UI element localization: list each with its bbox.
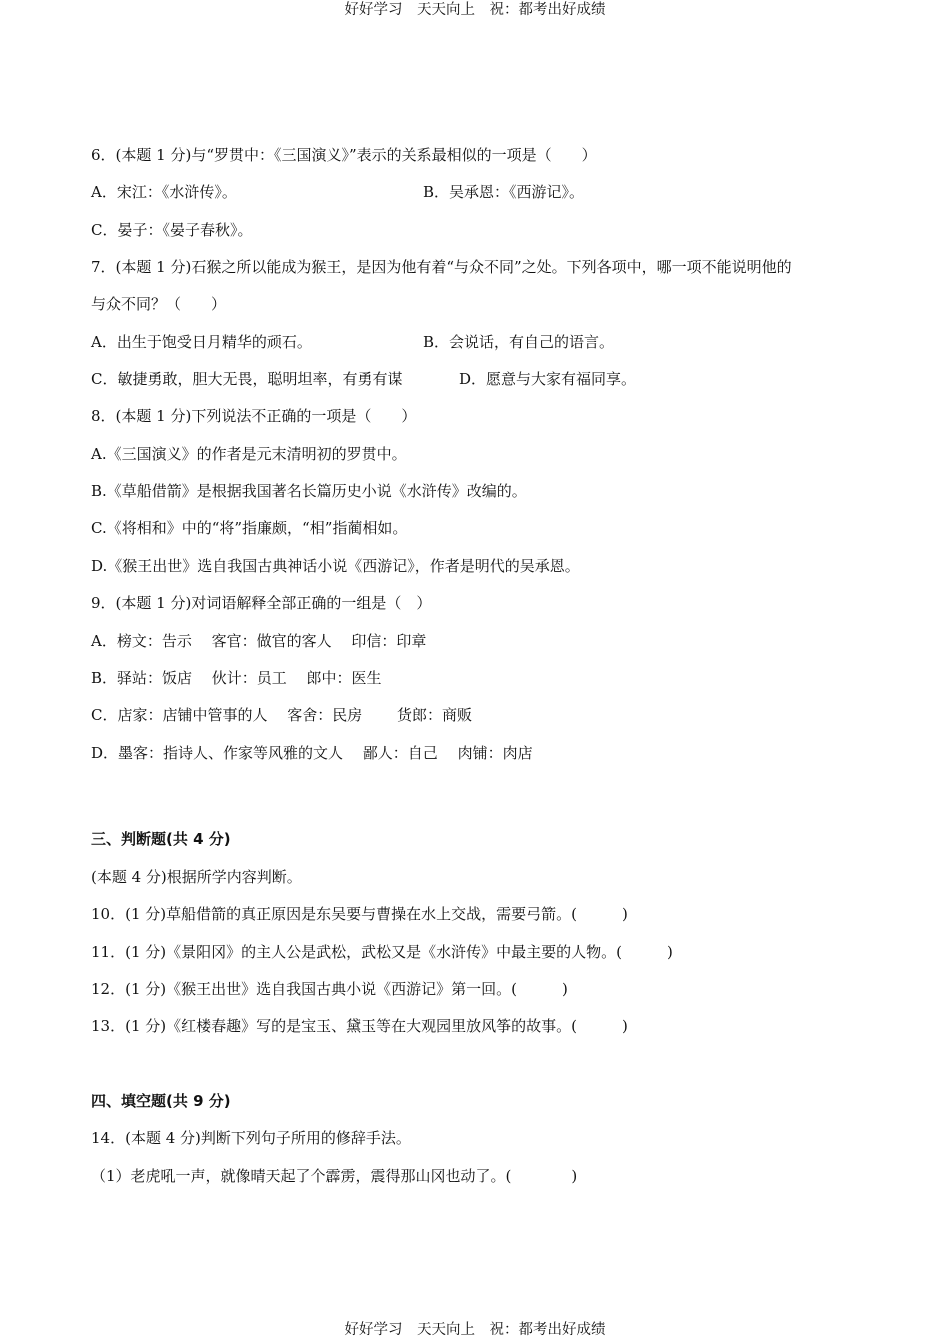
question-7-option-c: C．敏捷勇敢，胆大无畏，聪明坦率，有勇有谋 — [91, 370, 403, 388]
question-14-item-1: （1）老虎吼一声，就像晴天起了个霹雳，震得那山冈也动了。( ) — [91, 1167, 578, 1185]
question-7-option-b: B．会说话，有自己的语言。 — [423, 333, 615, 351]
question-11: 11．(1 分)《景阳冈》的主人公是武松，武松又是《水浒传》中最主要的人物。( ) — [91, 943, 673, 961]
question-14-stem: 14．(本题 4 分)判断下列句子所用的修辞手法。 — [91, 1129, 411, 1147]
question-8-stem: 8．(本题 1 分)下列说法不正确的一项是（ ） — [91, 407, 417, 425]
section-4-title: 四、填空题(共 9 分) — [91, 1092, 231, 1110]
question-13: 13．(1 分)《红楼春趣》写的是宝玉、黛玉等在大观园里放风筝的故事。( ) — [91, 1017, 628, 1035]
question-8-option-a: A.《三国演义》的作者是元末清明初的罗贯中。 — [91, 445, 407, 463]
page-footer: 好好学习 天天向上 祝：都考出好成绩 — [344, 1322, 606, 1338]
question-7-option-d: D．愿意与大家有福同享。 — [459, 370, 637, 388]
question-9-option-c: C．店家：店铺中管事的人 客舍：民房 货郎：商贩 — [91, 706, 473, 724]
question-8-option-b: B.《草船借箭》是根据我国著名长篇历史小说《水浒传》改编的。 — [91, 482, 527, 500]
question-6-option-b: B．吴承恩：《西游记》。 — [423, 183, 585, 201]
question-9-option-d: D．墨客：指诗人、作家等风雅的文人 鄙人：自己 肉铺：肉店 — [91, 744, 533, 762]
section-3-intro: (本题 4 分)根据所学内容判断。 — [91, 868, 302, 886]
question-8-option-c: C.《将相和》中的“将”指廉颇，“相”指蔺相如。 — [91, 519, 408, 537]
question-12: 12．(1 分)《猴王出世》选自我国古典小说《西游记》第一回。( ) — [91, 980, 568, 998]
question-9-stem: 9．(本题 1 分)对词语解释全部正确的一组是（ ） — [91, 594, 432, 612]
page-header: 好好学习 天天向上 祝：都考出好成绩 — [344, 2, 606, 18]
question-6-option-a: A．宋江：《水浒传》。 — [91, 183, 237, 201]
question-7-stem-line2: 与众不同？（ ） — [91, 295, 227, 313]
question-9-option-b: B．驿站：饭店 伙计：员工 郎中：医生 — [91, 669, 382, 687]
question-7-option-a: A．出生于饱受日月精华的顽石。 — [91, 333, 312, 351]
section-3-title: 三、判断题(共 4 分) — [91, 830, 231, 848]
question-8-option-d: D.《猴王出世》选自我国古典神话小说《西游记》，作者是明代的吴承恩。 — [91, 557, 580, 575]
question-9-option-a: A．榜文：告示 客官：做官的客人 印信：印章 — [91, 632, 427, 650]
question-7-stem-line1: 7．(本题 1 分)石猴之所以能成为猴王，是因为他有着“与众不同”之处。下列各项中，哪一项不能说明他的 — [91, 258, 792, 276]
question-10: 10．(1 分)草船借箭的真正原因是东吴要与曹操在水上交战，需要弓箭。( ) — [91, 905, 628, 923]
question-6-option-c: C．晏子：《晏子春秋》。 — [91, 221, 253, 239]
question-6-stem: 6．(本题 1 分)与“罗贯中：《三国演义》”表示的关系最相似的一项是（ ） — [91, 146, 597, 164]
